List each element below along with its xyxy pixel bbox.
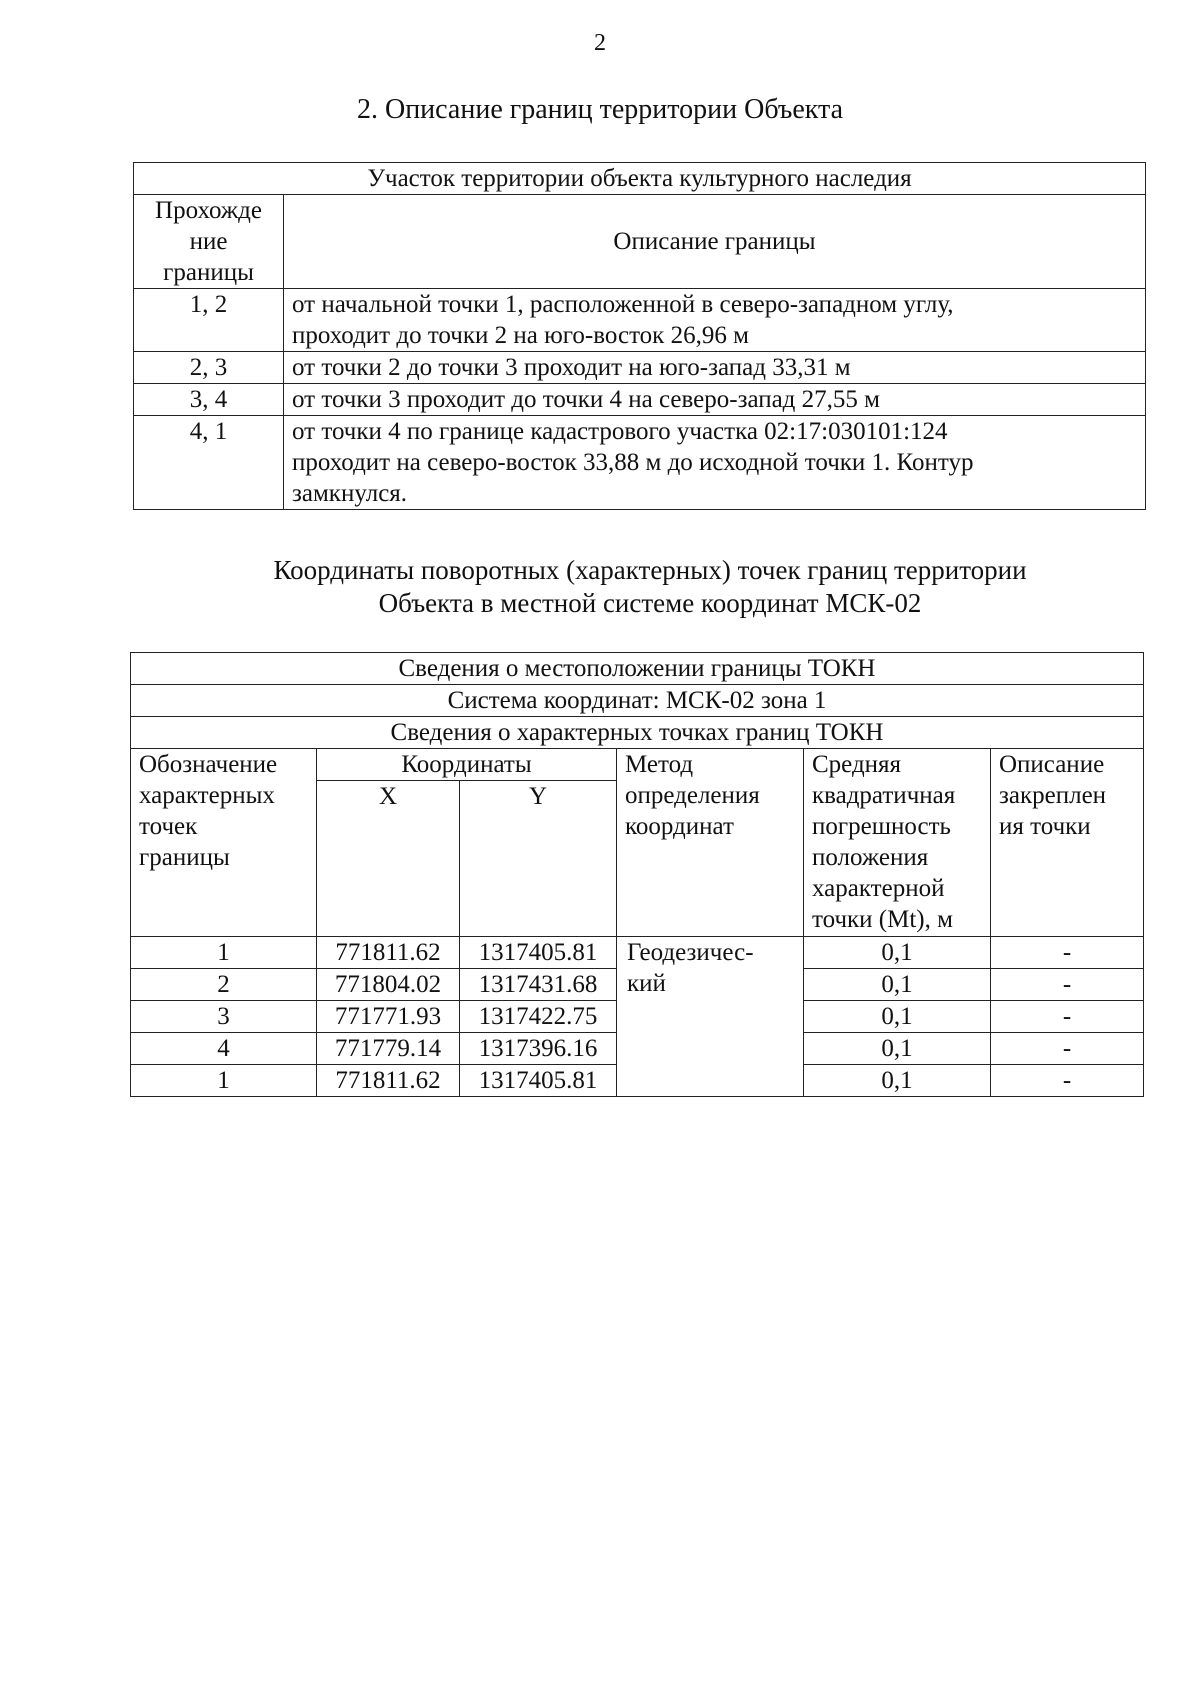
point-fix: - <box>991 1033 1144 1065</box>
section-title: 2. Описание границ территории Объекта <box>356 94 844 125</box>
point-error: 0,1 <box>804 1065 991 1097</box>
point-error: 0,1 <box>804 1001 991 1033</box>
point-x: 771811.62 <box>317 937 460 969</box>
description-line: от точки 3 проходит до точки 4 на северо-запад 27,55 м <box>292 386 880 413</box>
passage-header-line: границы <box>163 259 254 286</box>
coordinates-header-row <box>131 653 1144 685</box>
point-y: 1317422.75 <box>460 1001 617 1033</box>
point-fix: - <box>991 1001 1144 1033</box>
coordinates-columns-row <box>131 749 1144 781</box>
point-y: 1317431.68 <box>460 969 617 1001</box>
coordinates-title-line: Координаты поворотных (характерных) точек границ территории <box>273 555 1027 585</box>
description-line: проходит на северо-восток 33,88 м до исходной точки 1. Контур <box>292 449 974 476</box>
method-line: Геодезичес- <box>627 939 754 966</box>
point-designation: 3 <box>131 1001 317 1033</box>
column-designation-header <box>131 749 317 937</box>
passage-header-line: Прохожде <box>155 197 262 224</box>
column-passage-header <box>134 195 284 289</box>
coordinates-title-line: Объекта в местной системе координат МСК-02 <box>378 588 922 618</box>
error-header-line: квадратичная <box>812 782 956 809</box>
column-y-header: Y <box>460 781 617 937</box>
boundary-description <box>284 416 1146 510</box>
coordinates-header-row <box>131 685 1144 717</box>
description-line: от начальной точки 1, расположенной в северо-западном углу, <box>292 291 954 318</box>
point-y: 1317405.81 <box>460 937 617 969</box>
fix-header-line: Описание <box>999 751 1105 778</box>
description-line: от точки 4 по границе кадастрового участка 02:17:030101:124 <box>292 418 948 445</box>
coordinates-header-location: Сведения о местоположении границы ТОКН <box>131 653 1144 685</box>
column-coordinates-header: Координаты <box>317 749 617 781</box>
boundary-points: 2, 3 <box>134 352 284 384</box>
passage-header-line: ние <box>189 228 228 255</box>
boundary-points: 3, 4 <box>134 384 284 416</box>
boundary-description <box>284 352 1146 384</box>
point-fix: - <box>991 937 1144 969</box>
point-error: 0,1 <box>804 937 991 969</box>
column-description-header: Описание границы <box>284 195 1146 289</box>
point-designation: 1 <box>131 1065 317 1097</box>
point-error: 0,1 <box>804 1033 991 1065</box>
coordinates-header-points: Сведения о характерных точках границ ТОКН <box>131 717 1144 749</box>
boundary-points: 1, 2 <box>134 289 284 352</box>
error-header-line: Средняя <box>812 751 902 778</box>
description-line: от точки 2 до точки 3 проходит на юго-запад 33,31 м <box>292 354 851 381</box>
table-row <box>131 937 1144 969</box>
column-method-header <box>617 749 804 937</box>
error-header-line: характерной <box>812 875 945 902</box>
boundary-description <box>284 384 1146 416</box>
coordinates-title <box>200 554 1100 620</box>
point-x: 771779.14 <box>317 1033 460 1065</box>
point-x: 771771.93 <box>317 1001 460 1033</box>
point-designation: 4 <box>131 1033 317 1065</box>
coordinates-table <box>130 652 1144 1097</box>
coordinates-header-row <box>131 717 1144 749</box>
table-row <box>134 352 1146 384</box>
designation-header-line: характерных <box>139 782 275 809</box>
fix-header-line: ия точки <box>999 813 1091 840</box>
point-x: 771811.62 <box>317 1065 460 1097</box>
designation-header-line: границы <box>139 844 230 871</box>
method-line: кий <box>627 970 666 997</box>
point-error: 0,1 <box>804 969 991 1001</box>
description-line: замкнулся. <box>292 480 408 507</box>
point-fix: - <box>991 1065 1144 1097</box>
boundary-table-caption: Участок территории объекта культурного наследия <box>134 163 1146 195</box>
description-line: проходит до точки 2 на юго-восток 26,96 м <box>292 322 749 349</box>
table-row <box>134 289 1146 352</box>
table-row <box>134 416 1146 510</box>
error-header-line: точки (Mt), м <box>812 906 953 933</box>
error-header-line: погрешность <box>812 813 951 840</box>
boundary-points: 4, 1 <box>134 416 284 510</box>
table-row <box>134 384 1146 416</box>
method-header-line: Метод <box>625 751 694 778</box>
method-header-line: координат <box>625 813 734 840</box>
boundary-description-table <box>133 162 1146 510</box>
point-fix: - <box>991 969 1144 1001</box>
coordinates-header-system: Система координат: МСК-02 зона 1 <box>131 685 1144 717</box>
boundary-description <box>284 289 1146 352</box>
point-designation: 1 <box>131 937 317 969</box>
designation-header-line: точек <box>139 813 198 840</box>
error-header-line: положения <box>812 844 929 871</box>
point-y: 1317396.16 <box>460 1033 617 1065</box>
column-fix-header <box>991 749 1144 937</box>
column-x-header: X <box>317 781 460 937</box>
boundary-table-caption-row <box>134 163 1146 195</box>
point-designation: 2 <box>131 969 317 1001</box>
point-y: 1317405.81 <box>460 1065 617 1097</box>
method-cell <box>617 937 804 1097</box>
fix-header-line: закреплен <box>999 782 1107 809</box>
method-header-line: определения <box>625 782 760 809</box>
page-number: 2 <box>594 30 606 56</box>
designation-header-line: Обозначение <box>139 751 278 778</box>
column-error-header <box>804 749 991 937</box>
boundary-table-header-row <box>134 195 1146 289</box>
point-x: 771804.02 <box>317 969 460 1001</box>
